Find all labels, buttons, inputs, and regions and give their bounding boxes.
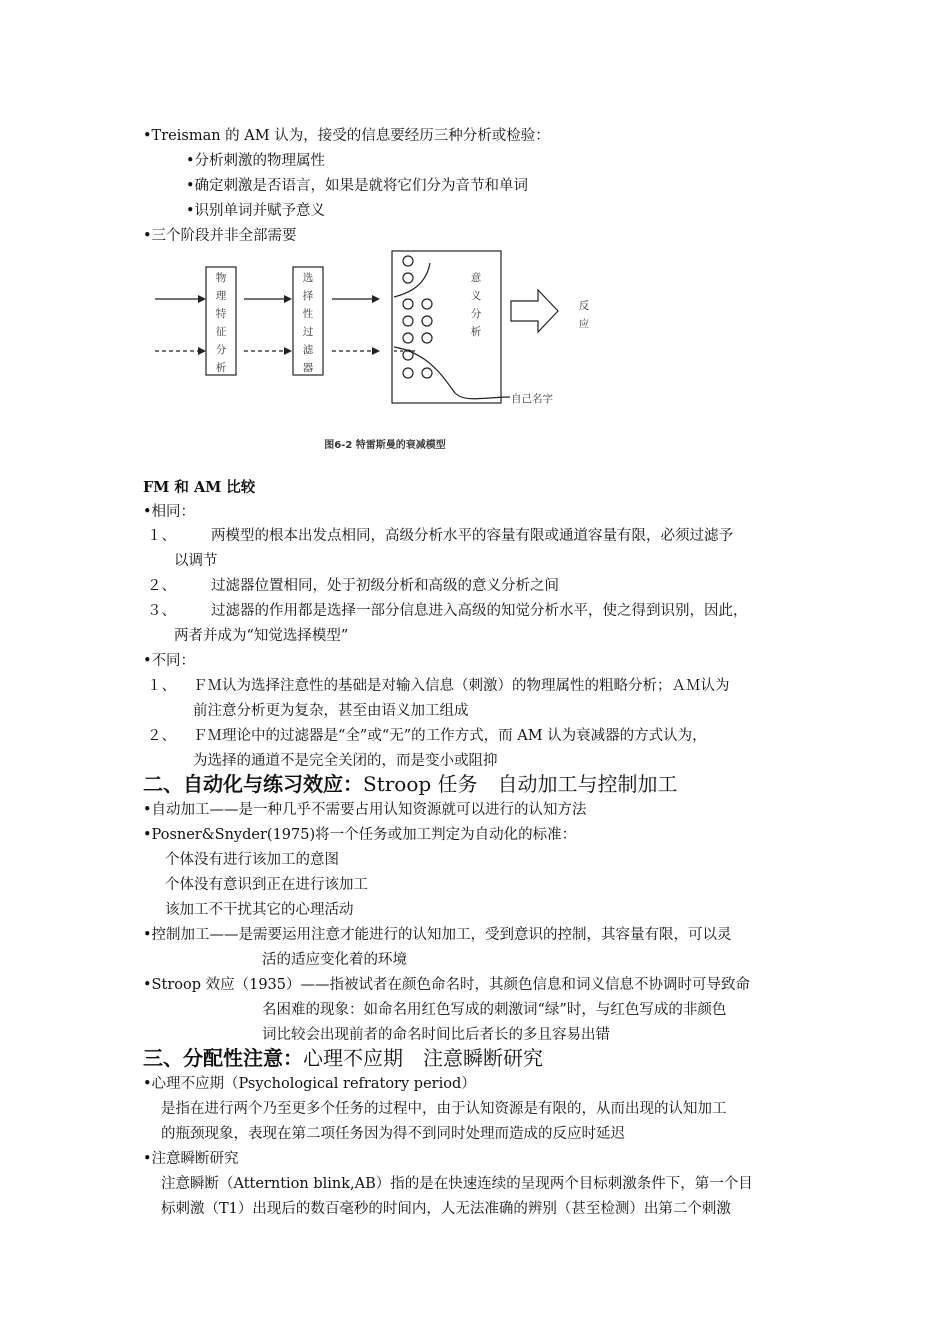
box2-char: 器 [302, 362, 314, 374]
diff-text: ＦＭ理论中的过滤器是“全”或“无”的工作方式，而 AM 认为衰减器的方式认为， [193, 728, 707, 744]
response-char: 应 [578, 318, 590, 330]
meaning-analysis-box [392, 251, 501, 403]
meaning-char: 析 [470, 326, 482, 338]
section3-line: •注意瞬断研究 [143, 1151, 239, 1167]
same-text: 过滤器位置相同，处于初级分析和高级的意义分析之间 [211, 578, 559, 594]
box2-char: 过 [302, 326, 314, 338]
am-stage-1: •分析刺激的物理属性 [186, 153, 326, 169]
section2-line: 名困难的现象：如命名用红色写成的刺激词“绿”时，与红色写成的非颜色 [262, 1002, 727, 1018]
diff-label: •不同： [143, 653, 196, 669]
same-text-cont: 两者并成为“知觉选择模型” [174, 628, 349, 644]
section3-heading-rest: 心理不应期 注意瞬断研究 [303, 1046, 543, 1070]
diff-text-cont: 前注意分析更为复杂，甚至由语义加工组成 [193, 703, 469, 719]
am-stage-3: •识别单词并赋予意义 [186, 203, 326, 219]
diff-num: １、 [147, 678, 176, 694]
section2-line: 活的适应变化着的环境 [262, 952, 407, 968]
section2-heading-rest: Stroop 任务 自动加工与控制加工 [363, 772, 678, 796]
meaning-char: 分 [470, 308, 482, 320]
am-note: •三个阶段并非全部需要 [143, 228, 297, 244]
meaning-char: 意 [470, 272, 482, 284]
section2-line: 该加工不干扰其它的心理活动 [165, 902, 354, 918]
section2-line: 个体没有意识到正在进行该加工 [165, 877, 368, 893]
section3-line: 是指在进行两个乃至更多个任务的过程中，由于认知资源是有限的，从而出现的认知加工 [161, 1101, 727, 1117]
same-text-cont: 以调节 [174, 553, 218, 569]
diff-text-cont: 为选择的通道不是完全关闭的，而是变小或阻抑 [193, 753, 498, 769]
box2-char: 择 [302, 290, 314, 302]
response-char: 反 [578, 300, 590, 312]
same-text: 过滤器的作用都是选择一部分信息进入高级的知觉分析水平，使之得到识别，因此， [211, 603, 748, 619]
same-text: 两模型的根本出发点相同，高级分析水平的容量有限或通道容量有限，必须过滤予 [211, 528, 733, 544]
section2-line: •控制加工——是需要运用注意才能进行的认知加工，受到意识的控制，其容量有限，可以灵 [143, 927, 732, 943]
section2-line: 词比较会出现前者的命名时间比后者长的多且容易出错 [262, 1027, 610, 1043]
box1-char: 征 [215, 326, 227, 338]
same-num: １、 [147, 528, 176, 544]
box1-char: 特 [215, 308, 227, 320]
section2-line: 个体没有进行该加工的意图 [165, 852, 339, 868]
figure-caption: 图6-2 特雷斯曼的衰减模型 [324, 440, 446, 451]
section2-heading-bold: 二、自动化与练习效应： [143, 772, 363, 796]
section2-line: •Stroop 效应（1935）——指被试者在颜色命名时，其颜色信息和词义信息不协调时可导致命 [143, 977, 750, 993]
am-intro: •Treisman 的 AM 认为，接受的信息要经历三种分析或检验： [143, 128, 550, 144]
section3-line: •心理不应期（Psychological refratory period） [143, 1076, 476, 1092]
box1-char: 析 [215, 362, 227, 374]
same-label: •相同： [143, 504, 196, 520]
diff-num: ２、 [147, 728, 176, 744]
section3-line: 注意瞬断（Atterntion blink,AB）指的是在快速连续的呈现两个目标刺激条件下，第一个目 [161, 1176, 753, 1192]
box1-char: 物 [215, 272, 227, 284]
box2-char: 滤 [302, 344, 314, 356]
response-arrow [511, 290, 558, 332]
same-num: ２、 [147, 578, 176, 594]
box2-char: 性 [302, 308, 314, 320]
section2-line: •自动加工——是一种几乎不需要占用认知资源就可以进行的认知方法 [143, 802, 587, 818]
same-num: ３、 [147, 603, 176, 619]
section3-heading-bold: 三、分配性注意： [143, 1046, 303, 1070]
section3-heading [143, 1045, 543, 1071]
section3-line: 标刺激（T1）出现后的数百毫秒的时间内，人无法准确的辨别（甚至检测）出第二个刺激 [161, 1201, 731, 1217]
box1-char: 分 [215, 344, 227, 356]
section2-heading [143, 771, 678, 797]
diff-text: ＦＭ认为选择注意性的基础是对输入信息（刺激）的物理属性的粗略分析；ＡＭ认为 [193, 678, 730, 694]
box1-char: 理 [215, 290, 227, 302]
meaning-char: 义 [470, 290, 482, 302]
own-name-label: 自己名字 [511, 393, 553, 405]
attenuation-model-diagram [140, 245, 640, 460]
compare-title: FM 和 AM 比较 [143, 479, 256, 496]
section3-line: 的瓶颈现象，表现在第二项任务因为得不到同时处理而造成的反应时延迟 [161, 1126, 625, 1142]
section2-line: •Posner&Snyder(1975)将一个任务或加工判定为自动化的标准： [143, 827, 577, 843]
box2-char: 选 [302, 272, 314, 284]
am-stage-2: •确定刺激是否语言，如果是就将它们分为音节和单词 [186, 178, 529, 194]
